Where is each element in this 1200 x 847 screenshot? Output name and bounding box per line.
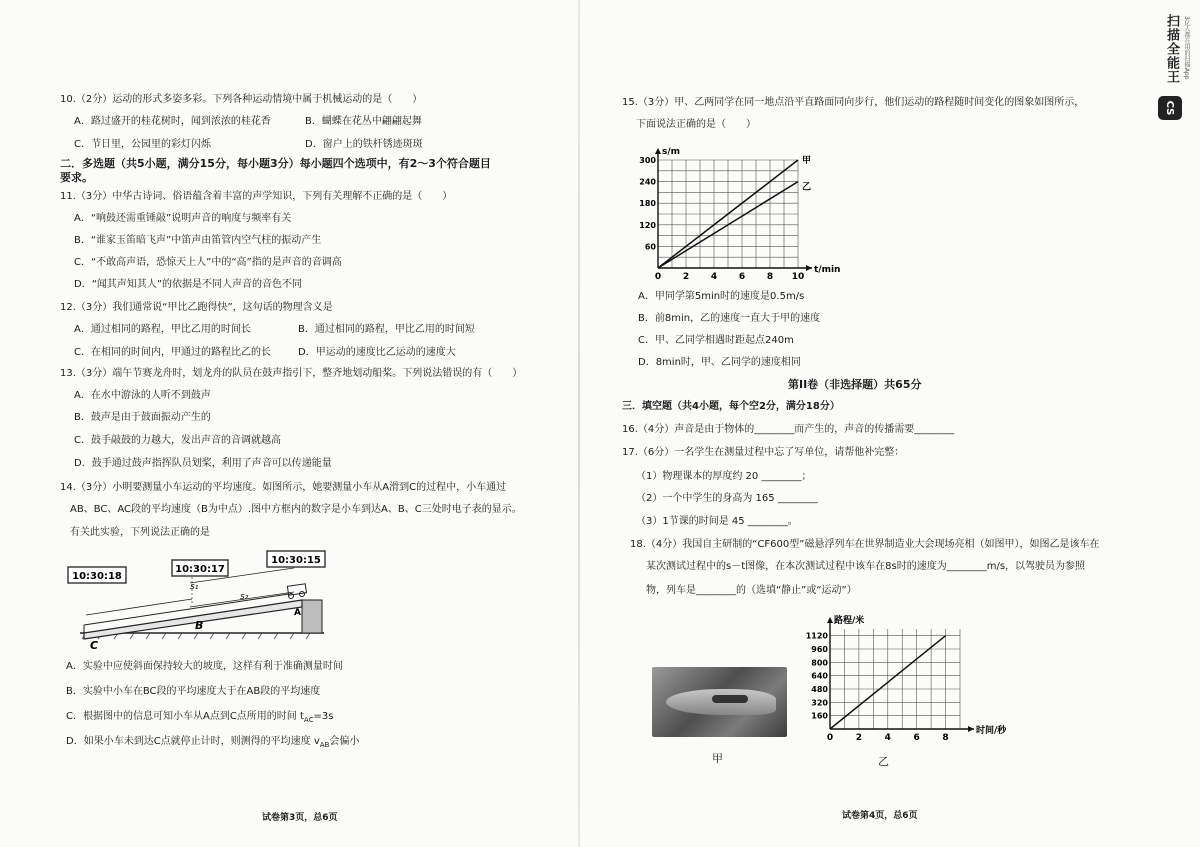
q14-option-d: D．如果小车未到达C点就停止计时，则测得的平均速度 $v_{AB}$会偏小: [66, 736, 360, 749]
y-axis-arrow: [655, 148, 661, 154]
q15-stem: 15.（3分）甲、乙两同学在同一地点沿平直路面同向步行，他们运动的路程随时间变化的图象如图所示，: [622, 97, 1085, 108]
brand-name: 扫描全能王: [1164, 14, 1179, 84]
q14-stem-line2: AB、BC、AC段的平均速度（B为中点）.图中方框内的数字是小车到达A、B、C三处时电子表的显示。: [70, 504, 522, 515]
label-s2: s₂: [240, 592, 249, 602]
q11-stem: 11.（3分）中华古诗词、俗语蕴含着丰富的声学知识，下列有关理解不正确的是（ ）: [60, 191, 453, 202]
y-tick-label: 240: [639, 177, 656, 187]
y-tick-label: 1120: [805, 631, 828, 641]
label-a: A: [294, 608, 301, 618]
train-window: [712, 695, 748, 703]
q14-option-c: C．根据图中的信息可知小车从A点到C点所用的时间 $t_{AC}=3s$: [66, 711, 334, 724]
q15-option-d: D．8min时，甲、乙同学的速度相同: [638, 357, 801, 368]
q12-option-d: D．甲运动的速度比乙运动的速度大: [298, 347, 456, 358]
y-tick-label: 120: [639, 220, 656, 230]
distance-time-chart: [628, 140, 858, 280]
q13-option-d: D．鼓手通过鼓声指挥队员划桨，利用了声音可以传递能量: [74, 458, 332, 469]
label-yi: 乙: [878, 755, 889, 768]
q12-option-c: C．在相同的时间内，甲通过的路程比乙的长: [74, 347, 271, 358]
section2-heading: 二．多选题（共5小题，满分15分，每小题3分）每小题四个选项中，有2～3个符合题目: [60, 157, 491, 170]
q14-stem: 14.（3分）小明要测量小车运动的平均速度。如图所示，她要测量小车从A滑到C的过程中，小车通过: [60, 482, 507, 493]
x-tick-label: 0: [654, 272, 662, 280]
q10-option-d: D．窗户上的铁杆锈迹斑斑: [305, 139, 423, 150]
q12-stem: 12.（3分）我们通常说“甲比乙跑得快”，这句话的物理含义是: [60, 302, 333, 313]
q15-stem-line2: 下面说法正确的是（ ）: [636, 119, 756, 130]
q14-stem-line3: 有关此实验，下列说法正确的是: [70, 527, 210, 538]
q10-option-a: A．路过盛开的桂花树时，闻到浓浓的桂花香: [74, 116, 271, 127]
q15-option-b: B．前8min，乙的速度一直大于甲的速度: [638, 313, 821, 324]
q16-stem: 16.（4分）声音是由于物体的________而产生的，声音的传播需要________: [622, 424, 955, 435]
x-tick-label: 10: [791, 272, 805, 280]
x-tick-label: 4: [884, 733, 891, 743]
label-s1: s₁: [190, 582, 199, 592]
y-tick-label: 320: [811, 698, 828, 708]
y-tick-label: 960: [811, 645, 828, 654]
q11-option-c: C．“不敢高声语，恐惊天上人”中的“高”指的是声音的音调高: [74, 257, 342, 268]
q11-option-d: D．“闻其声知其人”的依据是不同人声音的音色不同: [74, 279, 303, 290]
x-axis-arrow: [968, 726, 974, 732]
y-tick-label: 160: [811, 711, 828, 721]
cs-logo-icon: CS: [1158, 96, 1182, 120]
series-label: 甲: [802, 156, 812, 166]
q17-item1: （1）物理课本的厚度约 20 ________；: [636, 471, 812, 482]
q17-item2: （2）一个中学生的身高为 165 ________: [636, 493, 818, 504]
x-tick-label: 2: [855, 733, 863, 743]
y-axis-label: s/m: [662, 147, 681, 157]
x-tick-label: 6: [913, 733, 920, 743]
y-tick-label: 180: [639, 199, 656, 209]
maglev-distance-time-chart: [796, 603, 1022, 748]
x-tick-label: 8: [942, 733, 949, 743]
q13-option-c: C．鼓手敲鼓的力越大，发出声音的音调就越高: [74, 435, 281, 446]
q15-option-a: A．甲同学第5min时的速度是0.5m/s: [638, 291, 805, 302]
y-tick-label: 300: [639, 156, 656, 165]
q11-option-a: A．“响鼓还需重锤敲”说明声音的响度与频率有关: [74, 213, 292, 224]
y-axis-arrow: [827, 617, 833, 623]
q12-option-b: B．通过相同的路程，甲比乙用的时间短: [298, 324, 475, 335]
series-label: 乙: [802, 182, 812, 193]
q13-option-a: A．在水中游泳的人听不到鼓声: [74, 390, 211, 401]
scanner-brand: [1158, 14, 1192, 124]
x-tick-label: 0: [826, 733, 834, 743]
page-footer-right: 试卷第4页，总6页: [842, 811, 918, 821]
q12-option-a: A．通过相同的路程，甲比乙用的时间长: [74, 324, 251, 335]
x-axis-label: t/min: [814, 265, 841, 275]
section3-heading: 三．填空题（共4小题，每个空2分，满分18分）: [622, 401, 840, 412]
q14-option-a: A．实验中应使斜面保持较大的坡度，这样有利于准确测量时间: [66, 661, 343, 672]
y-tick-label: 640: [811, 671, 828, 681]
q15-option-c: C．甲、乙同学相遇时距起点240m: [638, 335, 794, 346]
section2-heading-cont: 要求。: [60, 171, 93, 184]
x-axis-label: 时间/秒: [976, 726, 1007, 736]
q13-stem: 13.（3分）端午节赛龙舟时，划龙舟的队员在鼓声指引下，整齐地划动船桨。下列说法错误的有（ ）: [60, 368, 523, 379]
q18-stem: 18.（4分）我国自主研制的“CF600型”磁悬浮列车在世界制造业大会现场亮相（如图甲），如图乙是该车在: [630, 539, 1100, 550]
q17-item3: （3）1节课的时间是 45 ________。: [636, 516, 798, 527]
x-tick-label: 8: [766, 272, 774, 280]
q13-option-b: B．鼓声是由于鼓面振动产生的: [74, 412, 211, 423]
x-tick-label: 4: [710, 272, 718, 280]
page-footer-left: 试卷第3页，总6页: [262, 813, 338, 823]
q10-stem: 10.（2分）运动的形式多姿多彩。下列各种运动情境中属于机械运动的是（ ）: [60, 94, 423, 105]
q18-stem-line2: 某次测试过程中的s－t图像，在本次测试过程中该车在8s时的速度为________m/s，以驾驶员为参照: [646, 561, 1086, 572]
clock-b: 10:30:17: [175, 564, 225, 575]
x-axis-arrow: [806, 265, 812, 271]
part2-heading: 第II卷（非选择题）共65分: [788, 378, 922, 391]
maglev-train-photo: [652, 667, 787, 737]
y-axis-label: 路程/米: [834, 616, 865, 626]
x-tick-label: 2: [682, 272, 690, 280]
y-tick-label: 60: [644, 242, 656, 252]
clock-c: 10:30:18: [72, 571, 122, 582]
brand-tagline: 3亿人都在用的扫描App: [1183, 16, 1190, 80]
q11-option-b: B．“谁家玉笛暗飞声”中笛声由笛管内空气柱的振动产生: [74, 235, 322, 246]
q10-option-c: C．节日里，公园里的彩灯闪烁: [74, 139, 211, 150]
label-c: C: [90, 639, 99, 650]
q17-stem: 17.（6分）一名学生在测量过程中忘了写单位，请帮他补完整：: [622, 447, 905, 458]
label-jia: 甲: [712, 752, 723, 765]
y-tick-label: 480: [811, 685, 828, 694]
y-tick-label: 800: [811, 658, 828, 668]
q18-stem-line3: 物，列车是________的（选填“静止”或“运动”）: [646, 585, 857, 596]
x-tick-label: 6: [738, 272, 746, 280]
q14-option-b: B．实验中小车在BC段的平均速度大于在AB段的平均速度: [66, 686, 321, 697]
clock-a: 10:30:15: [271, 555, 321, 566]
q10-option-b: B．蝴蝶在花丛中翩翩起舞: [305, 116, 422, 127]
label-b: B: [195, 619, 204, 632]
